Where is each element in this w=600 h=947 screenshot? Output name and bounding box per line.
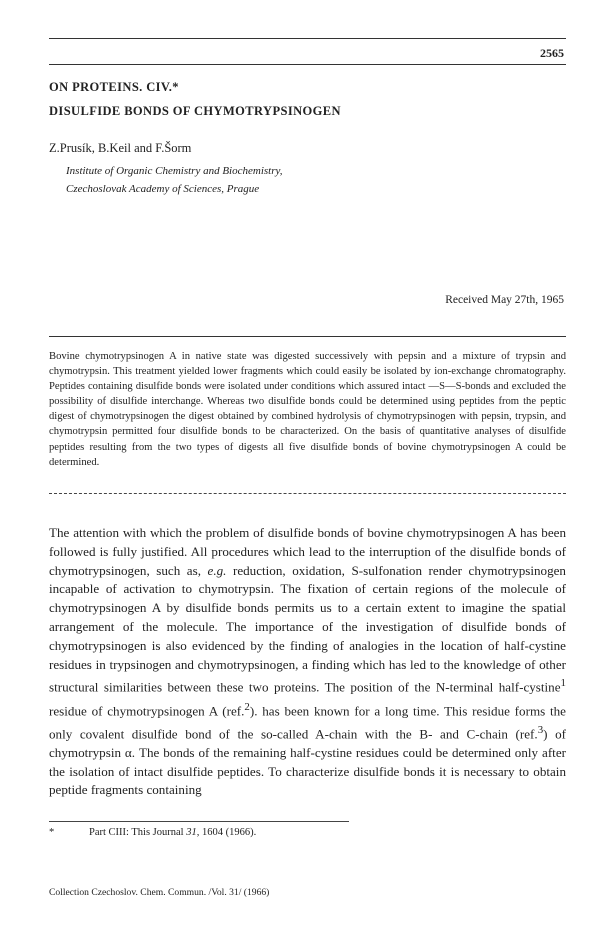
reference-2: 2 bbox=[244, 700, 250, 713]
affiliation-line2: Czechoslovak Academy of Sciences, Prague bbox=[66, 183, 260, 195]
abstract: Bovine chymotrypsinogen A in native state was digested successively with pepsin and a mixture of trypsin and chymotrypsin. This treatment yielded lower fragments which could easily be isolated by ion-exchange chromatography. Peptides containing disulfide bonds were isolated under conditions which assured intact —S—S-bonds and excluded the possibility of disulfide interchange. Whereas two disulfide bonds could be determined using peptides from the peptic digest of chymotrypsinogen the digest obtained by combined hydrolysis of chymotrypsinogen with pepsin, trypsin, and chymotrypsin permitted four disulfide bonds to be characterized. On the basis of quantitative analyses of disulfide peptides resulting from the two types of digests all five disulfide bonds of bovine chymotrypsinogen A could be determined. bbox=[49, 351, 566, 468]
received-date: Received May 27th, 1965 bbox=[445, 294, 564, 306]
footnote-volume: 31, bbox=[186, 827, 200, 838]
body-text-3: residue of chymotrypsinogen A (ref. bbox=[49, 702, 245, 718]
header-rule bbox=[49, 64, 566, 65]
affiliation-line1: Institute of Organic Chemistry and Biochemistry, bbox=[66, 165, 283, 177]
footnote bbox=[49, 827, 256, 838]
body-text-5: ) of chymotrypsin α. The bonds of the remaining half-cystine residues could be determined only after the isolation of intact disulfide peptides. To characterize disulfide bonds it is necessary to obtain peptide fragments containing bbox=[49, 726, 566, 798]
body-paragraph bbox=[49, 524, 566, 800]
abstract-bottom-divider bbox=[49, 493, 566, 494]
top-rule bbox=[49, 38, 566, 39]
body-eg: e.g. bbox=[207, 562, 227, 578]
page-number: 2565 bbox=[540, 46, 564, 60]
body-text-4: ). has been known for a long time. This residue forms the only covalent disulfide bond of the so-called A-chain with the B- and C-chain (ref. bbox=[49, 702, 566, 742]
footnote-rule bbox=[49, 821, 349, 822]
article-title-line1: ON PROTEINS. CIV.* bbox=[49, 80, 179, 94]
journal-reference: Collection Czechoslov. Chem. Commun. /Vol. 31/ (1966) bbox=[49, 887, 270, 898]
footnote-text-after: 1604 (1966). bbox=[199, 827, 257, 838]
footnote-text-before: Part CIII: This Journal bbox=[89, 827, 187, 838]
authors: Z.Prusík, B.Keil and F.Šorm bbox=[49, 141, 192, 155]
reference-3: 3 bbox=[537, 723, 544, 736]
article-title-line2: DISULFIDE BONDS OF CHYMOTRYPSINOGEN bbox=[49, 104, 341, 118]
footnote-mark: * bbox=[49, 827, 55, 838]
body-text-2: reduction, oxidation, S-sulfonation render chymotrypsinogen incapable of activation to chymotrypsin. The fixation of certain regions of the molecule of chymotrypsinogen A by disulfide bonds permits us to a certain extent to imagine the spatial arrangement of the molecule. The importance of the investigation of disulfide bonds of chymotrypsinogen is also evidenced by the finding of analogies in the location of half-cystine residues in trypsinogen and chymotrypsinogen, a finding which has led to the knowledge of other structural similarities between these two proteins. The position of the N-terminal half-cystine bbox=[49, 562, 566, 695]
body-text-1: The attention with which the problem of disulfide bonds of bovine chymotrypsinogen A has been followed is fully justified. All procedures which lead to the interruption of the disulfide bonds of chymotrypsinogen, such as, bbox=[49, 525, 566, 578]
abstract-top-rule bbox=[49, 336, 566, 337]
reference-1: 1 bbox=[560, 677, 566, 690]
